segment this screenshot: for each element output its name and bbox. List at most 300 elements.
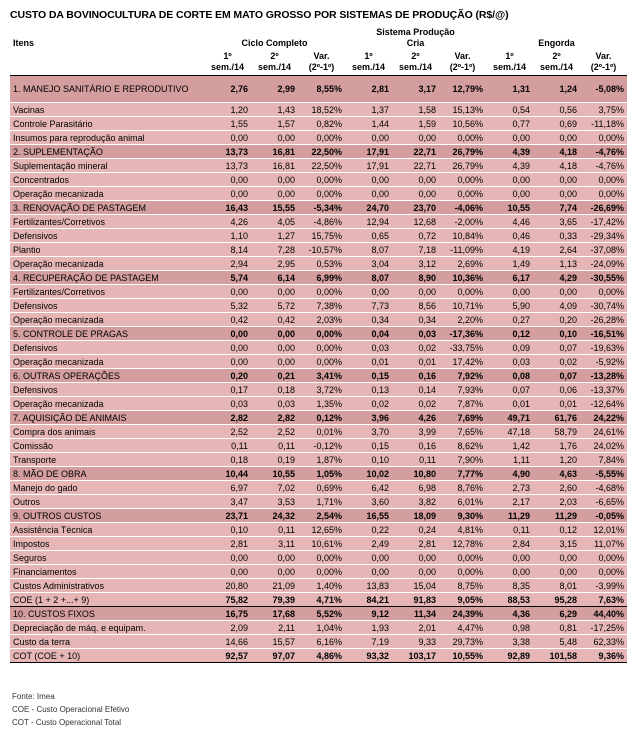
value-cell: 93,32 [345,649,392,663]
value-cell: 0,14 [392,383,439,397]
value-cell: 7,84% [580,453,627,467]
value-cell: 0,00 [345,131,392,145]
value-cell: 8,14 [204,243,251,257]
value-cell: 12,01% [580,523,627,537]
value-cell: -4,68% [580,481,627,495]
value-cell: 10,55% [439,649,486,663]
value-cell: 0,17 [204,383,251,397]
value-cell: 2,95 [251,257,298,271]
value-cell: 1,49 [486,257,533,271]
value-cell: 0,00 [204,187,251,201]
value-cell: 8,35 [486,579,533,593]
value-cell: 0,42 [204,313,251,327]
value-cell: 0,00 [345,285,392,299]
row-label: Depreciação de máq. e equipam. [10,621,204,635]
value-cell: 2,03 [533,495,580,509]
value-cell: 5,90 [486,299,533,313]
sub-header-cell [345,49,392,76]
row-label: Operação mecanizada [10,355,204,369]
value-cell: 0,00 [486,285,533,299]
value-cell: 6,16% [298,635,345,649]
value-cell: 1,43 [251,103,298,117]
value-cell: 3,65 [533,215,580,229]
table-row [10,173,627,187]
value-cell: 2,64 [533,243,580,257]
items-header: Itens [13,38,35,48]
value-cell: 0,21 [251,369,298,383]
value-cell: 0,00% [439,187,486,201]
value-cell: 9,30% [439,509,486,523]
value-cell: 0,04 [345,327,392,341]
value-cell: 0,00 [251,551,298,565]
value-cell: 7,28 [251,243,298,257]
value-cell: 0,09 [486,341,533,355]
value-cell: 3,53 [251,495,298,509]
value-cell: -17,36% [439,327,486,341]
value-cell: 84,21 [345,593,392,607]
value-cell: 0,16 [392,369,439,383]
value-cell: 14,66 [204,635,251,649]
value-cell: 4,39 [486,159,533,173]
value-cell: 1,20 [204,103,251,117]
value-cell: 11,07% [580,537,627,551]
value-cell: -17,25% [580,621,627,635]
value-cell: 92,89 [486,649,533,663]
value-cell: -19,63% [580,341,627,355]
value-cell: 4,46 [486,215,533,229]
value-cell: 0,00% [298,285,345,299]
value-cell: 6,42 [345,481,392,495]
value-cell: 0,00 [251,173,298,187]
value-cell: 9,33 [392,635,439,649]
sub-header-line1: Var. [595,51,612,61]
value-cell: 0,00 [392,131,439,145]
table-row [10,635,627,649]
value-cell: 0,12% [298,411,345,425]
value-cell: 0,00 [486,173,533,187]
row-label: 9. OUTROS CUSTOS [10,509,204,523]
value-cell: 26,79% [439,145,486,159]
table-row [10,579,627,593]
value-cell: 0,00% [439,565,486,579]
table-row [10,439,627,453]
value-cell: 16,43 [204,201,251,215]
value-cell: 4,26 [392,411,439,425]
value-cell: 0,00 [533,131,580,145]
value-cell: 0,00 [204,551,251,565]
value-cell: 61,76 [533,411,580,425]
value-cell: -5,55% [580,467,627,481]
value-cell: 0,00 [251,565,298,579]
category-row [10,201,627,215]
value-cell: 0,00% [298,327,345,341]
value-cell: 7,93% [439,383,486,397]
value-cell: 2,73 [486,481,533,495]
value-cell: 0,27 [486,313,533,327]
value-cell: 0,10 [345,453,392,467]
value-cell: 26,79% [439,159,486,173]
sub-header-line2: (2º-1º) [308,62,335,72]
value-cell: 101,58 [533,649,580,663]
value-cell: 1,93 [345,621,392,635]
row-label: Compra dos animais [10,425,204,439]
value-cell: 2,11 [251,621,298,635]
value-cell: 1,11 [486,453,533,467]
value-cell: 0,81 [533,621,580,635]
sub-header-cell [533,49,580,76]
value-cell: 3,17 [392,76,439,103]
value-cell: 0,00 [533,285,580,299]
table-row [10,495,627,509]
value-cell: 0,07 [486,383,533,397]
row-label: Controle Parasitário [10,117,204,131]
value-cell: 10,02 [345,467,392,481]
value-cell: -4,86% [298,215,345,229]
value-cell: 103,17 [392,649,439,663]
value-cell: 2,82 [204,411,251,425]
value-cell: 1,37 [345,103,392,117]
value-cell: 0,65 [345,229,392,243]
value-cell: 9,12 [345,607,392,621]
value-cell: 13,73 [204,145,251,159]
value-cell: 0,53% [298,257,345,271]
value-cell: -13,28% [580,369,627,383]
value-cell: 5,48 [533,635,580,649]
value-cell: 12,78% [439,537,486,551]
value-cell: 95,28 [533,593,580,607]
table-row [10,397,627,411]
value-cell: 0,18 [251,383,298,397]
value-cell: 3,60 [345,495,392,509]
value-cell: 0,11 [486,523,533,537]
value-cell: 4,09 [533,299,580,313]
value-cell: 10,56% [439,117,486,131]
sub-header-line1: 2º [552,51,561,61]
table-row [10,481,627,495]
value-cell: 0,11 [392,453,439,467]
value-cell: 0,20 [204,369,251,383]
value-cell: 0,00% [298,173,345,187]
value-cell: 0,11 [251,523,298,537]
footnotes [12,690,129,729]
sub-header-line1: 2º [270,51,279,61]
value-cell: 13,73 [204,159,251,173]
value-cell: 0,22 [345,523,392,537]
value-cell: -17,42% [580,215,627,229]
sub-header-line1: 2º [411,51,420,61]
table-row [10,299,627,313]
table-row [10,229,627,243]
value-cell: 24,32 [251,509,298,523]
row-label: Operação mecanizada [10,257,204,271]
value-cell: 0,42 [251,313,298,327]
value-cell: 22,50% [298,145,345,159]
value-cell: 0,00 [533,173,580,187]
value-cell: 1,10 [204,229,251,243]
value-cell: 44,40% [580,607,627,621]
value-cell: 0,13 [345,383,392,397]
row-label: Defensivos [10,229,204,243]
value-cell: 0,00 [533,551,580,565]
row-label: 2. SUPLEMENTAÇÃO [10,145,204,159]
value-cell: 7,65% [439,425,486,439]
value-cell: 1,76 [533,439,580,453]
value-cell: -5,08% [580,76,627,103]
value-cell: 1,05% [298,467,345,481]
value-cell: 11,29 [486,509,533,523]
value-cell: 0,00% [298,341,345,355]
value-cell: 0,03 [345,341,392,355]
value-cell: 22,71 [392,159,439,173]
value-cell: 0,72 [392,229,439,243]
value-cell: 3,12 [392,257,439,271]
value-cell: 24,70 [345,201,392,215]
value-cell: 7,02 [251,481,298,495]
value-cell: 21,09 [251,579,298,593]
value-cell: 0,20 [533,313,580,327]
row-label: Operação mecanizada [10,397,204,411]
value-cell: 0,03 [204,397,251,411]
row-label: Impostos [10,537,204,551]
value-cell: 5,74 [204,271,251,285]
value-cell: -4,76% [580,159,627,173]
value-cell: 15,13% [439,103,486,117]
value-cell: 0,00 [251,285,298,299]
value-cell: 15,57 [251,635,298,649]
value-cell: 0,00 [533,565,580,579]
value-cell: 0,00% [298,565,345,579]
sub-header-cell [486,49,533,76]
value-cell: 0,82% [298,117,345,131]
value-cell: 3,75% [580,103,627,117]
value-cell: 0,00% [580,285,627,299]
value-cell: 1,58 [392,103,439,117]
value-cell: 17,91 [345,145,392,159]
value-cell: 0,00% [298,551,345,565]
value-cell: -13,37% [580,383,627,397]
value-cell: 0,00% [580,173,627,187]
value-cell: 3,38 [486,635,533,649]
value-cell: 0,00 [486,551,533,565]
value-cell: 0,00 [392,173,439,187]
category-row [10,467,627,481]
value-cell: 2,49 [345,537,392,551]
value-cell: 2,69% [439,257,486,271]
value-cell: 0,01 [345,355,392,369]
value-cell: -0,12% [298,439,345,453]
value-cell: 5,32 [204,299,251,313]
category-row [10,509,627,523]
value-cell: 13,83 [345,579,392,593]
row-label: Fertilizantes/Corretivos [10,215,204,229]
value-cell: 0,11 [204,439,251,453]
sub-header-line2: sem./14 [539,62,574,72]
value-cell: 8,01 [533,579,580,593]
value-cell: 6,29 [533,607,580,621]
value-cell: 92,57 [204,649,251,663]
row-label: 10. CUSTOS FIXOS [10,607,204,621]
row-label: 7. AQUISIÇÃO DE ANIMAIS [10,411,204,425]
row-label: 5. CONTROLE DE PRAGAS [10,327,204,341]
value-cell: 7,73 [345,299,392,313]
value-cell: 3,04 [345,257,392,271]
value-cell: 9,36% [580,649,627,663]
value-cell: 2,81 [345,76,392,103]
table-row [10,565,627,579]
value-cell: 0,16 [392,439,439,453]
value-cell: -26,28% [580,313,627,327]
sub-header-cell [251,49,298,76]
value-cell: 18,09 [392,509,439,523]
row-label: Insumos para reprodução animal [10,131,204,145]
value-cell: 23,70 [392,201,439,215]
row-label: Outros [10,495,204,509]
value-cell: 0,00% [580,551,627,565]
value-cell: 4,36 [486,607,533,621]
value-cell: 0,07 [533,369,580,383]
sub-header-cell [439,49,486,76]
value-cell: 8,55% [298,76,345,103]
value-cell: 0,00 [204,355,251,369]
value-cell: 2,81 [204,537,251,551]
value-cell: 1,31 [486,76,533,103]
value-cell: 2,20% [439,313,486,327]
value-cell: 0,69 [533,117,580,131]
value-cell: 4,86% [298,649,345,663]
value-cell: 8,76% [439,481,486,495]
value-cell: 0,10 [533,327,580,341]
value-cell: 7,63% [580,593,627,607]
value-cell: 2,52 [204,425,251,439]
value-cell: 58,79 [533,425,580,439]
value-cell: 7,92% [439,369,486,383]
value-cell: 0,00 [251,131,298,145]
value-cell: 0,00% [298,187,345,201]
value-cell: 22,50% [298,159,345,173]
row-label: Defensivos [10,341,204,355]
value-cell: 1,35% [298,397,345,411]
row-label: Custos Administrativos [10,579,204,593]
value-cell: 0,01 [486,397,533,411]
sub-header-line2: sem./14 [492,62,527,72]
value-cell: 24,39% [439,607,486,621]
value-cell: -5,34% [298,201,345,215]
value-cell: 12,65% [298,523,345,537]
value-cell: 0,02 [345,397,392,411]
value-cell: -26,69% [580,201,627,215]
sub-header-cell [204,49,251,76]
category-row [10,145,627,159]
cost-table [10,26,627,663]
value-cell: 2,81 [392,537,439,551]
value-cell: 0,00 [392,551,439,565]
value-cell: -33,75% [439,341,486,355]
value-cell: 2,84 [486,537,533,551]
value-cell: 1,55 [204,117,251,131]
row-label: Fertilizantes/Corretivos [10,285,204,299]
sub-header-line1: 1º [223,51,232,61]
value-cell: 0,00 [533,187,580,201]
table-row [10,103,627,117]
value-cell: 2,52 [251,425,298,439]
value-cell: 0,00 [392,285,439,299]
sub-header-line2: (2º-1º) [590,62,617,72]
value-cell: 0,00 [486,187,533,201]
value-cell: 12,79% [439,76,486,103]
row-label: Seguros [10,551,204,565]
value-cell: 0,46 [486,229,533,243]
value-cell: 0,01 [533,397,580,411]
total-row [10,649,627,663]
value-cell: 2,99 [251,76,298,103]
value-cell: -12,64% [580,397,627,411]
value-cell: 47,18 [486,425,533,439]
value-cell: -4,76% [580,145,627,159]
value-cell: 2,17 [486,495,533,509]
table-row [10,215,627,229]
source-note: Fonte: Imea [12,692,55,701]
value-cell: 4,29 [533,271,580,285]
value-cell: 3,70 [345,425,392,439]
value-cell: 24,02% [580,439,627,453]
value-cell: 5,52% [298,607,345,621]
value-cell: 7,90% [439,453,486,467]
value-cell: 16,81 [251,145,298,159]
value-cell: 29,73% [439,635,486,649]
value-cell: 2,09 [204,621,251,635]
value-cell: -3,99% [580,579,627,593]
value-cell: 15,75% [298,229,345,243]
value-cell: 3,72% [298,383,345,397]
value-cell: 0,06 [533,383,580,397]
row-label: Suplementação mineral [10,159,204,173]
value-cell: 0,12 [486,327,533,341]
value-cell: 1,40% [298,579,345,593]
sub-header-cell [298,49,345,76]
group-header-ciclo: Ciclo Completo [241,38,308,48]
value-cell: 1,87% [298,453,345,467]
row-label: Concentrados [10,173,204,187]
row-label: Assistência Técnica [10,523,204,537]
value-cell: 0,03 [392,327,439,341]
row-label: Transporte [10,453,204,467]
value-cell: 2,03% [298,313,345,327]
value-cell: 18,52% [298,103,345,117]
value-cell: 0,00 [204,565,251,579]
table-row [10,453,627,467]
table-body [10,76,627,663]
value-cell: 3,15 [533,537,580,551]
value-cell: 12,94 [345,215,392,229]
value-cell: 1,20 [533,453,580,467]
value-cell: 17,42% [439,355,486,369]
value-cell: 0,98 [486,621,533,635]
value-cell: 0,00 [251,341,298,355]
table-row [10,117,627,131]
table-row [10,187,627,201]
value-cell: 8,07 [345,243,392,257]
value-cell: 1,59 [392,117,439,131]
value-cell: 0,00 [204,131,251,145]
value-cell: 12,68 [392,215,439,229]
value-cell: 0,01% [298,425,345,439]
sub-header-spacer [10,49,204,76]
value-cell: 3,96 [345,411,392,425]
value-cell: 8,56 [392,299,439,313]
value-cell: 0,00% [439,551,486,565]
value-cell: 16,81 [251,159,298,173]
value-cell: 62,33% [580,635,627,649]
